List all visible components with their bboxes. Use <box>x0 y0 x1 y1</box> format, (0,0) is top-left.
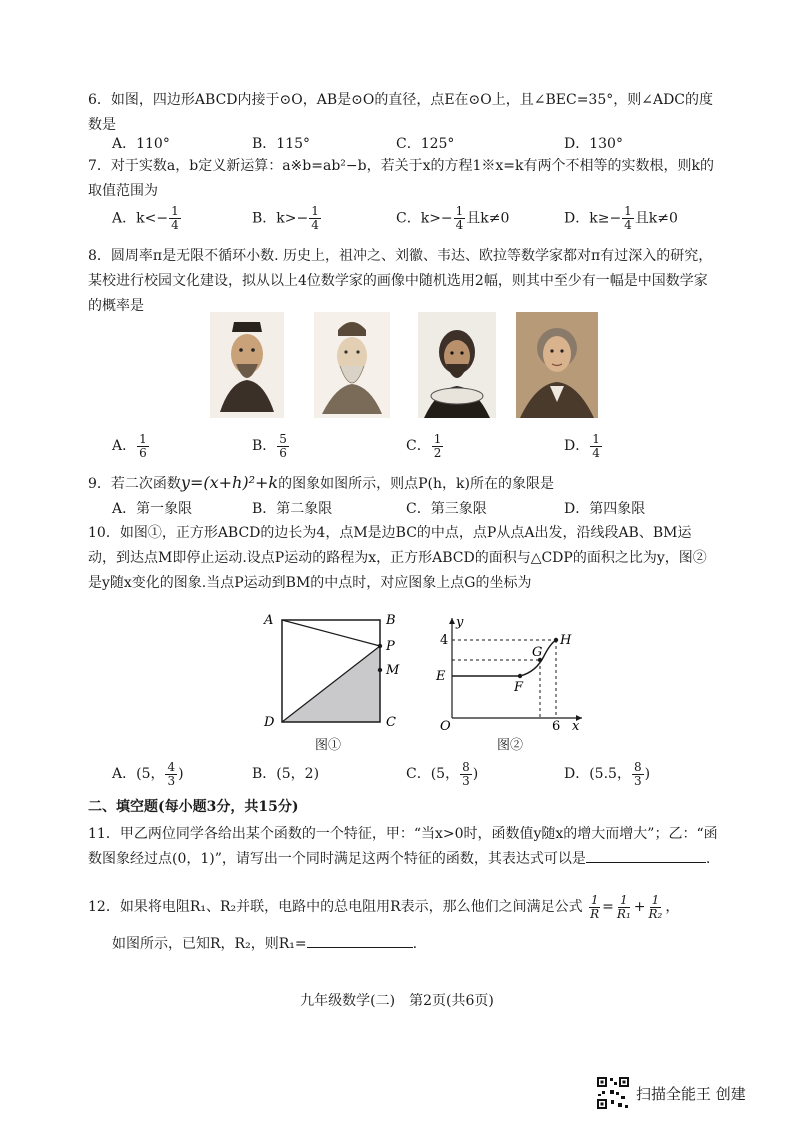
question-9 <box>88 470 718 497</box>
question-8-text: 8．圆周率π是无限不循环小数. 历史上，祖冲之、刘徽、韦达、欧拉等数学家都对π有过深入的研究，某校进行校园文化建设，拟从以上4位数学家的画像中随机选用2幅，则其中至少有一幅是中国数学家的概率是 <box>88 248 713 314</box>
question-11: 11．甲乙两位同学各给出某个函数的一个特征，甲：“当x>0时，函数值y随x的增大而增大”；乙：“函数图象经过点(0，1)”，请写出一个同时满足这两个特征的函数，其表达式可以是 . <box>88 826 718 867</box>
q12-answer-blank[interactable] <box>307 947 413 948</box>
label-g: G <box>532 645 543 660</box>
label-p: P <box>386 639 395 654</box>
label-f: F <box>514 680 524 695</box>
q6-option-a: A．110° <box>112 136 170 152</box>
q6-option-c: C．125° <box>396 136 455 152</box>
q9-option-d: D．第四象限 <box>564 501 646 517</box>
q6-option-d: D．130° <box>564 136 623 152</box>
figure-2-graph <box>432 612 592 732</box>
q8-option-d: D． $\frac{1}{4}$ <box>564 431 600 460</box>
figure-2-caption: 图② <box>497 738 524 753</box>
q12-frac-r2: $\frac{1}{\text{R₂}}$ <box>648 892 663 921</box>
section-2-heading: 二、填空题(每小题3分，共15分) <box>88 799 299 815</box>
q9-formula: y=(x+h)²+k <box>180 473 279 492</box>
label-o: O <box>440 719 451 732</box>
point-f <box>518 674 522 678</box>
qr-code-icon <box>596 1076 630 1110</box>
segment-ap <box>282 620 380 646</box>
q7-option-a: A．k<− $\frac{1}{4}$ <box>112 204 179 232</box>
q9-text-post: 的图象如图所示，则点P(h，k)所在的象限是 <box>278 476 554 492</box>
q8-option-a: A． $\frac{1}{6}$ <box>112 431 147 460</box>
question-7 <box>88 154 718 204</box>
question-10-options <box>112 756 712 792</box>
label-x: x <box>572 719 580 732</box>
scanner-text: 扫描全能王 创建 <box>636 1084 746 1103</box>
question-12: 12．如果将电阻R₁、R₂并联，电路中的总电阻用R表示，那么他们之间满足公式 $\frac{1}{R}$ = $\frac{1}{\text{R₁}}$ + $\frac{1}{\text{R₂}}$ ， <box>88 892 680 921</box>
q11-answer-blank[interactable] <box>586 862 706 863</box>
portrait-vieta <box>418 312 496 418</box>
portrait-zu-chongzhi <box>210 312 284 418</box>
q9-option-b: B．第二象限 <box>252 501 333 517</box>
q10-option-c: C．(5， $\frac{8}{3}$ ) <box>406 759 479 788</box>
figure-1-caption: 图① <box>315 738 342 753</box>
q10-option-d: D．(5.5， $\frac{8}{3}$ ) <box>564 759 651 788</box>
q6-option-b: B．115° <box>252 136 311 152</box>
label-4: 4 <box>440 633 449 648</box>
label-6: 6 <box>552 719 561 732</box>
scanner-watermark <box>596 1076 746 1110</box>
question-8-options <box>112 428 712 464</box>
q12-line2-text: 如图所示，已知R，R₂，则R₁= <box>112 936 307 952</box>
q8-option-b: B． $\frac{5}{6}$ <box>252 431 287 460</box>
point-p <box>378 644 382 648</box>
question-7-options <box>112 205 712 231</box>
q7-option-b: B．k>− $\frac{1}{4}$ <box>252 204 319 232</box>
q12-frac-r1: $\frac{1}{\text{R₁}}$ <box>616 892 631 921</box>
question-9-options <box>112 496 712 522</box>
q7-option-d: D．k≥− $\frac{1}{4}$ 且k≠0 <box>564 204 678 232</box>
portrait-liu-hui <box>314 312 390 418</box>
question-6-text: 6．如图，四边形ABCD内接于⊙O，AB是⊙O的直径，点E在⊙O上，且∠BEC=35°，则∠ADC的度数是 <box>88 92 714 133</box>
q10-option-a: A．(5， $\frac{4}{3}$ ) <box>112 759 184 788</box>
q12-frac-r: $\frac{1}{R}$ <box>590 892 600 921</box>
q9-option-c: C．第三象限 <box>406 501 487 517</box>
question-12-line2: 如图所示，已知R，R₂，则R₁= . <box>112 936 418 952</box>
question-11-text: 11．甲乙两位同学各给出某个函数的一个特征，甲：“当x>0时，函数值y随x的增大而增大”；乙：“函数图象经过点(0，1)”，请写出一个同时满足这两个特征的函数，其表达式可以是 <box>88 826 718 867</box>
label-y: y <box>456 615 464 630</box>
question-8 <box>88 244 718 319</box>
page-footer: 九年级数学(二) 第2页(共6页) <box>300 993 494 1009</box>
q9-text-pre: 9．若二次函数 <box>88 476 181 492</box>
point-m <box>378 668 382 672</box>
question-12-text: 12．如果将电阻R₁、R₂并联，电路中的总电阻用R表示，那么他们之间满足公式 <box>88 899 583 915</box>
question-10-text: 10．如图①，正方形ABCD的边长为4，点M是边BC的中点，点P从点A出发，沿线段AB、BM运动，到达点M即停止运动.设点P运动的路程为x，正方形ABCD的面积与△CDP的面积之比为y，图②是y随x变化的图象.当点P运动到BM的中点时，对应图象上点G的坐标为 <box>88 525 707 591</box>
label-e: E <box>436 669 446 684</box>
q10-option-b: B．(5，2) <box>252 766 320 782</box>
label-b: B <box>386 613 396 628</box>
label-d: D <box>264 715 275 730</box>
label-h: H <box>560 633 572 648</box>
question-10 <box>88 521 718 596</box>
q9-option-a: A．第一象限 <box>112 501 193 517</box>
question-7-text: 7．对于实数a，b定义新运算：a※b=ab²−b，若关于x的方程1※x=k有两个不相等的实数根，则k的取值范围为 <box>88 158 714 199</box>
label-c: C <box>386 715 396 730</box>
figure-1-square <box>256 612 406 732</box>
q8-option-c: C． $\frac{1}{2}$ <box>406 431 442 460</box>
label-a: A <box>264 613 274 628</box>
q7-option-c: C．k>− $\frac{1}{4}$ 且k≠0 <box>396 204 510 232</box>
point-h <box>554 638 558 642</box>
label-m: M <box>386 663 400 678</box>
portrait-euler <box>516 312 598 418</box>
